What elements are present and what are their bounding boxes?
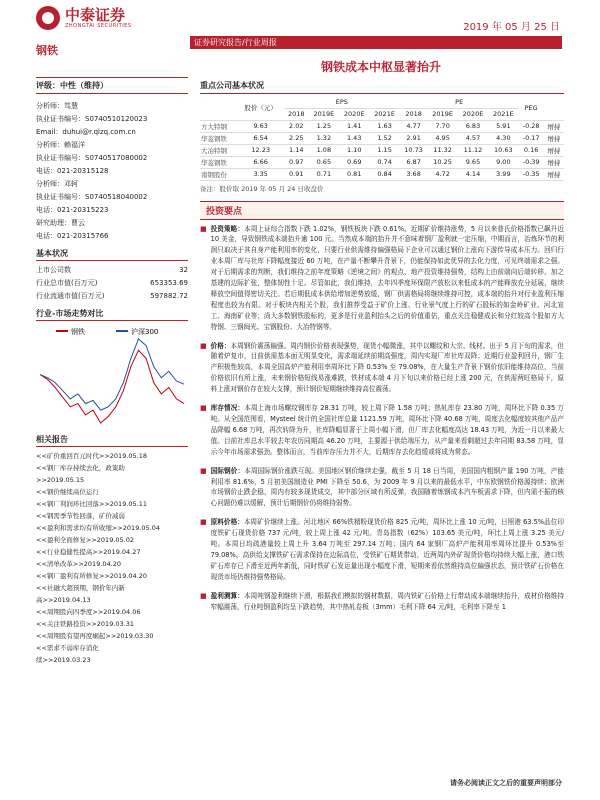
paragraph-text: 价格：本周钢价震荡偏强。周内钢价价格表现强势，现货小幅微涨，其中以螺纹和大宗、线材。出于 5 月下旬的需求，但随着炉复市，目前供需基本面无明显变化，需求端延续前期高强度，周内实现厂库社库双降；近期行业盈利回升，钢厂生产积极性较高，本周全国高炉产能利用率周环比下降 0.53% 至 79.08%，在大量生产背景下钢价依旧能维持高位，当前价格依旧有所上涨，未来钢价格短线易涨难跌，铁材成本端 4 月下旬以来价格已经上涨 200 元，在供需两旺格局下，原料上涨对钢价存在较大支撑，预计钢价短期继续维持高位震荡。 — [210, 341, 564, 394]
related-report-item: <<矿价重回百元时代>>2019.05.18 — [36, 452, 148, 460]
table-row — [200, 144, 564, 156]
eps-cell: 0.65 — [309, 156, 339, 168]
pe-cell: 9.65 — [458, 156, 488, 168]
year-header: 2018 — [284, 108, 309, 120]
left-sidebar — [36, 77, 188, 666]
peg-cell: 0.16 — [519, 144, 544, 156]
pe-cell: 10.63 — [488, 144, 518, 156]
related-report-item: <<盈利全面修复>>2019.05.02 — [36, 536, 135, 544]
pe-cell: 6.87 — [400, 156, 428, 168]
rating: 评级：中性（维持） — [36, 77, 188, 94]
bullet-icon: ■ — [200, 466, 207, 475]
trend-chart-svg — [36, 325, 188, 429]
basic-status-row — [36, 290, 188, 303]
company-name: 方大特钢 — [200, 120, 238, 132]
eps-cell: 0.69 — [339, 156, 369, 168]
eps-cell: 0.71 — [309, 168, 339, 180]
basic-status-row — [36, 264, 188, 277]
analyst-line: 分析师：赖福洋 — [36, 141, 85, 149]
bullet-icon: ■ — [200, 341, 207, 350]
paragraph-title: 库存情况： — [210, 404, 245, 413]
col-pe: PE — [400, 96, 519, 108]
company-name-en: ZHONGTAI SECURITIES — [65, 23, 132, 29]
eps-cell: 1.08 — [309, 144, 339, 156]
paragraph-text: 库存情况：本周上海市场螺纹钢库存 28.31 万吨，较上周下降 1.58 万吨；热轧库存 23.80 万吨，周环比下降 0.35 万吨。从全国范围看，Mysteel 统计的全国社库总量 1121.59 万吨，周环比下降 40.68 万吨，周度去化幅度较其他产品产品降幅 6.68 万吨，再次转降为升，社库降幅显著于上周小幅下滑，但厂库去化幅度高达 18.43 万吨，为近一月以来最大值。目前社库总水平较去年农历同期高 46.20 万吨，主要源于供给端压力，从产量来看剩超过去年同期 83.58 万吨，显示今年市场需求强劲。整体而言，当前库存压力并不大，后期库存去化趋缓或将成为常态。 — [210, 404, 565, 456]
analyst-info — [36, 100, 188, 243]
peg-cell: -0.39 — [519, 156, 544, 168]
company-logo — [36, 6, 132, 30]
investment-paragraph — [200, 466, 564, 510]
related-report-item: <<清单改革>>2019.04.20 — [36, 560, 122, 568]
report-type-bar: 证券研究报告/行业周报 — [190, 36, 562, 49]
basic-status-value: 653353.69 — [150, 279, 188, 287]
pe-cell: 10.73 — [400, 144, 428, 156]
bullet-icon: ■ — [200, 224, 207, 233]
basic-status-row — [36, 277, 188, 290]
trend-chart — [36, 325, 188, 429]
company-name-cn: 中泰证券 — [65, 6, 126, 24]
paragraph-title: 国际钢价： — [210, 466, 245, 475]
related-report-item: <<钢厂库存持续去化，政策助 — [36, 464, 125, 472]
investment-paragraph — [200, 591, 564, 613]
paragraph-text: 盈利测算：本周吨钢盈利继续下滑，根据我们模拟的钢材数据，周内铁矿石价格上行带动成本端继续抬升，成材价格维持窄幅震荡，行业吨钢盈利均呈下跌趋势，其中热轧卷板（3mm）毛利下降 64 元/吨，毛利率下降至 1 — [210, 591, 565, 611]
pe-cell: 4.57 — [458, 132, 488, 144]
eps-cell: 1.63 — [369, 120, 399, 132]
pe-cell: 11.12 — [458, 144, 488, 156]
table-row — [200, 120, 564, 132]
key-companies-table — [200, 96, 564, 181]
paragraph-title: 原料价格： — [210, 518, 244, 527]
col-price: 股价（元） — [238, 96, 284, 120]
pe-cell: 4.30 — [488, 132, 518, 144]
pe-cell: 10.25 — [427, 156, 457, 168]
pe-cell: 2.91 — [400, 132, 428, 144]
rating-cell: 增持 — [544, 132, 564, 144]
eps-cell: 0.91 — [284, 168, 309, 180]
table-row — [200, 156, 564, 168]
series-line — [40, 350, 184, 423]
related-report-item: <<社融大超预期，钢价年内新 — [36, 584, 125, 592]
price-cell: 12.23 — [238, 144, 284, 156]
col-name — [200, 96, 238, 120]
eps-cell: 2.25 — [284, 132, 309, 144]
eps-cell: 0.81 — [339, 168, 369, 180]
trend-heading: 行业-市场走势对比 — [36, 307, 188, 321]
investment-paragraph — [200, 517, 564, 582]
eps-cell: 1.41 — [339, 120, 369, 132]
key-companies-body — [200, 120, 564, 180]
eps-cell: 1.15 — [369, 144, 399, 156]
pe-cell: 9.00 — [488, 156, 518, 168]
related-report-item: <<钢需季节性回落，矿价减弱 — [36, 512, 125, 520]
paragraph-text: 原料价格：本周矿价继续上涨。河北地区 66%铁精粉现货价格 825 元/吨，周环比上涨 10 元/吨，日照港 63.5%品位印度铁矿石现货价格 737 元/吨，较上周上涨 42 元/吨。青岛指数（62%）103.65 美元/吨，环比上周上涨 3.25 美元/吨。本周日均疏港量较上周上升 3.64 万吨至 297.14 万吨；国内 64 家钢厂高炉产能利用率周环比提升 0.53%至 79.08%。高供给支撑铁矿石需求保持在边际高位，受铁矿石期货带动，近两周内外矿现货价格均持续大幅上涨，港口铁矿石库存已下滑至近两年新低，同时铁矿石发运量出现小幅度下滑，短期来看依然维持高位偏强状态，预计铁矿石价格在现货市场仍维持强势格局。 — [210, 518, 564, 581]
legend-label: 钢铁 — [71, 328, 85, 336]
eps-cell: 1.43 — [339, 132, 369, 144]
related-report-item: <<钢厂盈利有所修复>>2019.04.20 — [36, 572, 148, 580]
paragraph-title: 投资策略： — [210, 224, 245, 233]
rating-cell: 增持 — [544, 156, 564, 168]
paragraph-title: 盈利测算： — [210, 591, 244, 600]
related-report-item: <<盈利和需求均有所收缩>>2019.05.04 — [36, 524, 161, 532]
basic-status-heading: 基本状况 — [36, 247, 188, 261]
analyst-line: 分析师：笃慧 — [36, 102, 78, 110]
pe-cell: 5.91 — [488, 120, 518, 132]
eps-cell: 0.74 — [369, 156, 399, 168]
peg-cell: -0.28 — [519, 120, 544, 132]
report-date: 2019 年 05 月 25 日 — [463, 22, 560, 33]
investment-paragraph — [200, 341, 564, 396]
pe-cell: 4.95 — [427, 132, 457, 144]
pe-cell: 7.70 — [427, 120, 457, 132]
eps-cell: 1.32 — [309, 132, 339, 144]
price-cell: 3.35 — [238, 168, 284, 180]
legend-label: 沪深300 — [131, 328, 159, 336]
investment-paragraph — [200, 403, 564, 458]
related-report-item: <<行业稳健性提高>>2019.04.27 — [36, 548, 141, 556]
related-report-item: <<钢价继续高位运行 — [36, 488, 99, 496]
basic-status-value: 32 — [179, 266, 188, 274]
year-header: 2020E — [339, 108, 369, 120]
col-peg: PEG — [519, 96, 544, 120]
page-header — [0, 0, 600, 57]
year-header: 2018 — [400, 108, 428, 120]
analyst-line: Email：duhui@r.qlzq.com.cn — [36, 128, 136, 136]
logo-icon — [36, 6, 60, 30]
pe-cell: 3.68 — [400, 168, 428, 180]
report-title: 钢铁成本中枢显著抬升 — [320, 60, 441, 74]
eps-cell: 0.84 — [369, 168, 399, 180]
basic-status-value: 597882.72 — [150, 292, 188, 300]
investment-paragraph — [200, 224, 564, 333]
rating-cell: 增持 — [544, 144, 564, 156]
investment-paragraphs — [200, 224, 564, 613]
paragraph-text: 国际钢价：本周国际钢价涨跌互现。美国地区钢价继续走强，截至 5 月 18 日当周，美国国内粗钢产量 190 万吨，产能利用率 81.6%，5 月初美国制造业 PMI 下降至 50.6，为 2009 年 9 月以来的最低水平，中东欧钢铁价格源持续；欧洲市场钢价止跌企稳，周内有较多现货成交，其中部分区域有所反弹，我国随着炼钢成本汽车板需求下降，但内需不振的核心问题仍难以缓解，预计后期钢价仍将维持弱势。 — [210, 466, 565, 508]
related-report-item: <<关注铁路投资>>2019.03.31 — [36, 620, 135, 628]
sector-label: 钢铁 — [36, 44, 58, 57]
pe-cell: 11.32 — [427, 144, 457, 156]
rating-cell: 增持 — [544, 120, 564, 132]
eps-cell: 0.97 — [284, 156, 309, 168]
basic-status-table — [36, 264, 188, 303]
year-header: 2020E — [458, 108, 488, 120]
pe-cell: 6.83 — [458, 120, 488, 132]
company-name: 华菱钢铁 — [200, 156, 238, 168]
year-header: 2021E — [369, 108, 399, 120]
col-eps: EPS — [284, 96, 400, 108]
eps-cell: 1.52 — [369, 132, 399, 144]
table-note: 备注：股价取 2019 年 05 月 24 日收盘价 — [200, 184, 324, 193]
related-report-item: <<周期股向四季度>>2019.04.06 — [36, 608, 141, 616]
price-cell: 6.66 — [238, 156, 284, 168]
eps-cell: 1.25 — [309, 120, 339, 132]
year-header: 2019E — [309, 108, 339, 120]
related-reports-list — [36, 450, 188, 666]
analyst-line: 分析师：邓轲 — [36, 180, 78, 188]
main-content — [200, 79, 564, 621]
paragraph-text: 投资策略：本周上证综合指数下跌 1.02%，钢铁板块下跌 0.61%。近期矿价维持涨势，5 月以来普氏价格指数已飙升近 10 美金，导致钢铁成本端抬升逾 100 元。当然成本端的抬升并不意味着钢厂盈利就一定压缩，中期而言，冶炼环节的利润只取决于其自身产能利用率的变化，只要行业供需维持偏强格局下企业可以通过钢价上涨向下游传导成本压力。回归行业本周厂库与社库下降幅度接近 60 万吨，在产量不断攀升背景下，仍能保持如此优异的去化力度，可见终端需求之强。对于后期需求的判断，我们维持之前年度策略《逆境之间》的观点，地产投资维持强势，结构上由前端向后端转移，加之基建的边际扩张，整体韧性十足。尽管如此，我们维持，去年四季度环保限产放松以来低成本的产能释放充分延展，继续释放空间值得密切关注。若后期低成本供给增加逆势放缓，钢厂供需格局将继续维持可控，成本端的抬升对行业盈利压缩程度也较为有限。对于板块内相关个股，我们推荐受益于矿价上涨、行业景气度上行的矿石股标的如金岭矿业、河北宣工、海南矿业等；尚大多数钢铁股标的，更多是行业盈利抬头之后的价值重估，重点关注稳健成长和分红较高个股如方大特钢、三钢闽光、宝钢股份、大冶特钢等。 — [210, 224, 565, 331]
analyst-line: 电话：021-20315766 — [36, 232, 109, 240]
peg-cell: -0.35 — [519, 168, 544, 180]
related-heading: 相关报告 — [36, 433, 188, 447]
eps-cell: 2.02 — [284, 120, 309, 132]
bullet-icon: ■ — [200, 518, 207, 527]
peg-cell: -0.17 — [519, 132, 544, 144]
year-header: 2019E — [427, 108, 457, 120]
rating-cell: 增持 — [544, 168, 564, 180]
footer-disclaimer: 请务必阅读正文之后的重要声明部分 — [450, 779, 562, 787]
analyst-line: 电话：021-20315223 — [36, 206, 109, 214]
related-report-item: <<需求不弱库存消化 — [36, 644, 99, 652]
investment-heading: 投资要点 — [200, 201, 564, 220]
price-cell: 6.54 — [238, 132, 284, 144]
basic-status-label: 行业总市值(百万元) — [36, 279, 98, 287]
bullet-icon: ■ — [200, 404, 207, 413]
bullet-icon: ■ — [200, 591, 207, 600]
price-cell: 9.63 — [238, 120, 284, 132]
basic-status-label: 行业流通市值(百万元) — [36, 292, 105, 300]
key-companies-heading: 重点公司基本状况 — [200, 79, 564, 94]
related-report-item: 高>>2019.04.13 — [36, 596, 91, 604]
related-report-item: <<周期股有望再度崛起>>2019.03.30 — [36, 632, 154, 640]
company-name: 南钢股份 — [200, 168, 238, 180]
related-report-item: <<钢厂利润环比回落>>2019.05.11 — [36, 500, 148, 508]
company-name: 大冶特钢 — [200, 144, 238, 156]
analyst-line: 电话：021-20315128 — [36, 167, 109, 175]
eps-cell: 1.10 — [339, 144, 369, 156]
analyst-line: 研究助理：曹云 — [36, 219, 85, 227]
series-line — [40, 339, 184, 410]
pe-cell: 4.72 — [427, 168, 457, 180]
company-name: 华菱钢铁 — [200, 132, 238, 144]
col-rating — [544, 96, 564, 120]
basic-status-label: 上市公司数 — [36, 266, 71, 274]
pe-cell: 3.99 — [488, 168, 518, 180]
related-report-item: >>2019.05.15 — [36, 476, 85, 484]
analyst-line: 执业证书编号：S0740510120023 — [36, 115, 148, 123]
eps-cell: 1.14 — [284, 144, 309, 156]
analyst-line: 执业证书编号：S0740517080002 — [36, 154, 148, 162]
analyst-line: 执业证书编号：S0740518040002 — [36, 193, 148, 201]
year-header: 2021E — [488, 108, 518, 120]
pe-cell: 4.77 — [400, 120, 428, 132]
pe-cell: 4.14 — [458, 168, 488, 180]
related-report-item: 续>>2019.03.23 — [36, 656, 91, 664]
table-row — [200, 132, 564, 144]
paragraph-title: 价格： — [210, 341, 231, 350]
table-row — [200, 168, 564, 180]
